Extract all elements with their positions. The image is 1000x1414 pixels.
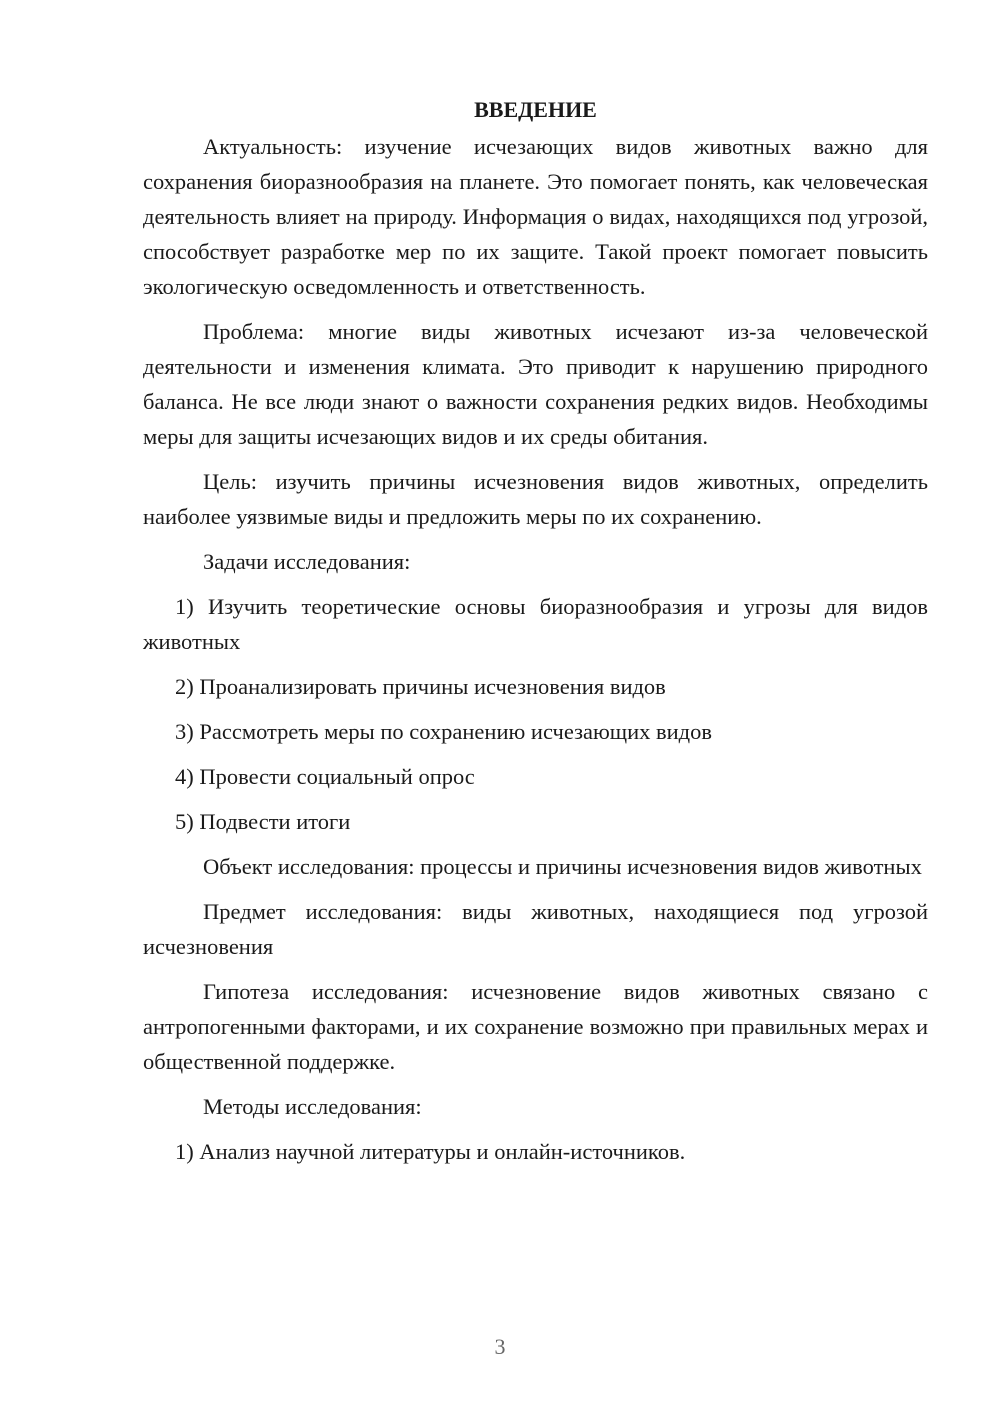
- task-item-4: 4) Провести социальный опрос: [175, 764, 475, 789]
- task-item-1: 1) Изучить теоретические основы биоразнообразия и угрозы для видов животных: [143, 594, 928, 654]
- problem-paragraph: Проблема: многие виды животных исчезают из-за человеческой деятельности и изменения климата. Это приводит к нарушению природного баланса. Не все люди знают о важности сохранения редких видов. Необходимы меры для защиты исчезающих видов и их среды обитания.: [143, 319, 928, 449]
- task-item-5: 5) Подвести итоги: [175, 809, 351, 834]
- methods-heading: Методы исследования:: [203, 1094, 422, 1119]
- task-item-2: 2) Проанализировать причины исчезновения видов: [175, 674, 666, 699]
- goal-paragraph: Цель: изучить причины исчезновения видов животных, определить наиболее уязвимые виды и предложить меры по их сохранению.: [143, 469, 928, 529]
- task-item-3: 3) Рассмотреть меры по сохранению исчезающих видов: [175, 719, 713, 744]
- page-number: 3: [494, 1334, 506, 1359]
- subject-paragraph: Предмет исследования: виды животных, находящиеся под угрозой исчезновения: [143, 899, 928, 959]
- object-paragraph: Объект исследования: процессы и причины исчезновения видов животных: [203, 854, 922, 879]
- relevance-paragraph: Актуальность: изучение исчезающих видов животных важно для сохранения биоразнообразия на планете. Это помогает понять, как человеческая деятельность влияет на природу. Информация о видах, находящихся под угрозой, способствует разработке мер по их защите. Такой проект помогает повысить экологическую осведомленность и ответственность.: [143, 134, 928, 299]
- page-title: ВВЕДЕНИЕ: [474, 97, 597, 122]
- page-content: [143, 92, 928, 1179]
- hypothesis-paragraph: Гипотеза исследования: исчезновение видов животных связано с антропогенными факторами, и их сохранение возможно при правильных мерах и общественной поддержке.: [143, 979, 928, 1074]
- tasks-heading: Задачи исследования:: [203, 549, 411, 574]
- method-item-1: 1) Анализ научной литературы и онлайн-источников.: [175, 1139, 686, 1164]
